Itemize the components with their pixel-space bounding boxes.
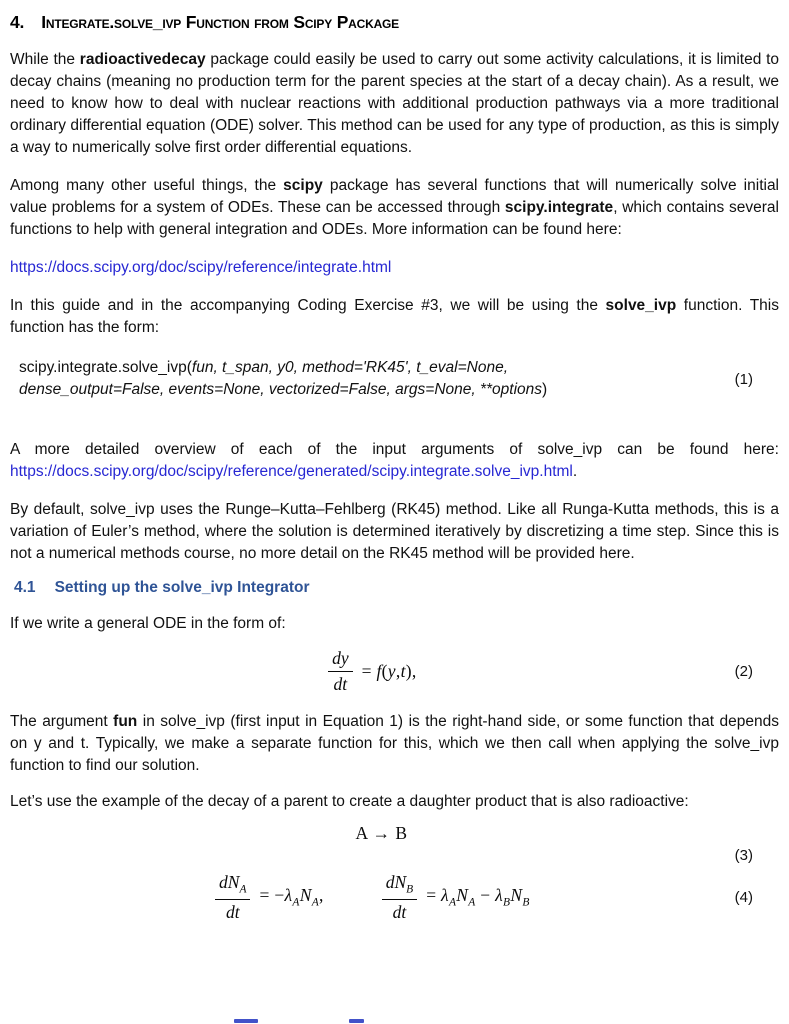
link-line-integrate-docs (10, 257, 779, 279)
paragraph-rk45: By default, solve_ivp uses the Runge–Kutta–Fehlberg (RK45) method. Like all Runga-Kutta methods, this is a variation of Euler’s method, where the solution is determined iteratively by discretizing a time step. Since this is not a numerical methods course, no more detail on the RK45 method will be provided here. (10, 501, 779, 562)
paragraph-scipy: Among many other useful things, the scipy package has several functions that will numerically solve initial value problems for a system of ODEs. These can be accessed through scipy.integrate, which contains several functions to help with general integration and ODEs. More information can be found here: (10, 177, 780, 238)
paragraph-ode-form: If we write a general ODE in the form of: (10, 615, 286, 632)
subsection-number: 4.1 (14, 579, 36, 596)
cutoff-text-artifact (349, 1019, 364, 1023)
paragraph-fun-argument: The argument fun in solve_ivp (first input in Equation 1) is the right-hand side, or some function that depends on y and t. Typically, we make a separate function for this, which we then call when applying the solve_ivp function to find our solution. (10, 713, 779, 774)
subsection-title: Setting up the solve_ivp Integrator (54, 579, 310, 596)
fraction-dNA-dt: $\frac{dN_A}{dt}$ (215, 872, 250, 922)
equation-2-number: (2) (734, 662, 753, 680)
equation-4-left: $\frac{dN_A}{dt}$ = $-\lambda_AN_A$, (215, 872, 324, 922)
paragraph-guide: In this guide and in the accompanying Coding Exercise #3, we will be using the solve_ivp function. This function has the form: (10, 297, 779, 336)
paragraph-overview-link: A more detailed overview of each of the input arguments of solve_ivp can be found here: https://docs.scipy.org/doc/scipy/reference/generated/scipy.integrate.solve_ivp.html. (10, 441, 779, 480)
paragraph-intro: While the radioactivedecay package could easily be used to carry out some activity calculations, it is limited to decay chains (meaning no production term for the parent species at the start of a decay chain). As a result, we need to know how to deal with nuclear reactions with additional production pathways via a more traditional ordinary differential equation (ODE) solver. This method can be used for any type of production, as this is simply a way to numerically solve first order differential equations. (10, 51, 779, 156)
equation-4-body (10, 872, 735, 922)
equation-2 (10, 643, 779, 699)
paragraph-decay-example: Let’s use the example of the decay of a parent to create a daughter product that is also radioactive: (10, 793, 689, 810)
equation-4-right: $\frac{dN_B}{dt}$ = $\lambda_AN_A - \lambda_BN_B$ (382, 872, 530, 922)
equation-3-number: (3) (734, 847, 753, 864)
equation-2-rhs: = f(y,t), (361, 660, 417, 681)
equation-3 (10, 823, 779, 865)
equation-1-line-1: scipy.integrate.solve_ivp(fun, t_span, y0, method='RK45', t_eval=None, (19, 359, 509, 376)
equation-1-signature (10, 357, 547, 401)
section-heading (10, 12, 779, 33)
cutoff-text-artifact (234, 1019, 258, 1023)
equation-3-body: A → B (355, 823, 408, 843)
hyperlink[interactable]: https://docs.scipy.org/doc/scipy/reference/generated/scipy.integrate.solve_ivp.html (10, 463, 573, 480)
equation-1 (10, 357, 779, 401)
equation-4-number: (4) (734, 888, 753, 906)
equation-1-number: (1) (734, 370, 753, 388)
fraction-dNB-dt: $\frac{dN_B}{dt}$ (382, 872, 417, 922)
fraction-dy-dt: $\frac{dy}{dt}$ (328, 648, 353, 693)
equation-4 (10, 869, 779, 925)
section-title: Integrate.solve_ivp Function from Scipy Package (41, 12, 399, 32)
section-number: 4. (10, 12, 25, 32)
equation-1-line-2: dense_output=False, events=None, vectorized=False, args=None, **options) (19, 381, 548, 398)
hyperlink[interactable]: https://docs.scipy.org/doc/scipy/reference/integrate.html (10, 259, 392, 276)
subsection-heading (10, 579, 779, 597)
equation-2-body (10, 648, 735, 693)
